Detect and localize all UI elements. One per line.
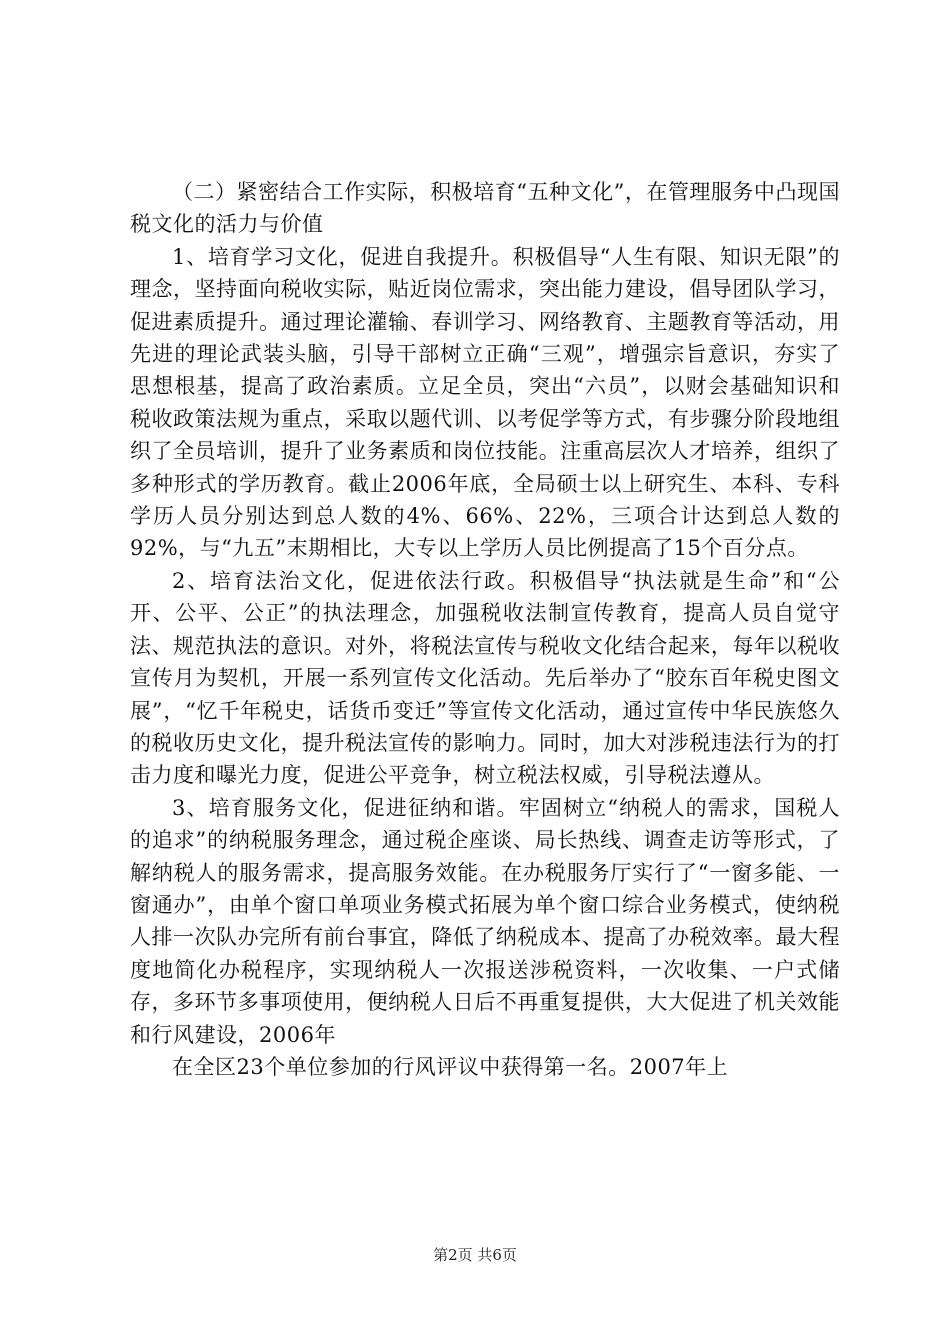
document-body [130, 176, 840, 1083]
page-number-footer: 第2页 共6页 [433, 1246, 517, 1264]
paragraph-rule-of-law-culture: 2、培育法治文化，促进依法行政。积极倡导“执法就是生命”和“公开、公平、公正”的执法理念，加强税收法制宣传教育，提高人员自觉守法、规范执法的意识。对外，将税法宣传与税收文化结合起来，每年以税收宣传月为契机，开展一系列宣传文化活动。先后举办了“胶东百年税史图文展”，“忆千年税史，话货币变迁”等宣传文化活动，通过宣传中华民族悠久的税收历史文化，提升税法宣传的影响力。同时，加大对涉税违法行为的打击力度和曝光力度，促进公平竞争，树立税法权威，引导税法遵从。 [130, 568, 840, 788]
paragraph-learning-culture: 1、培育学习文化，促进自我提升。积极倡导“人生有限、知识无限”的理念，坚持面向税收实际，贴近岗位需求，突出能力建设，倡导团队学习，促进素质提升。通过理论灌输、春训学习、网络教育、主题教育等活动，用先进的理论武装头脑，引导干部树立正确“三观”，增强宗旨意识，夯实了思想根基，提高了政治素质。立足全员，突出“六员”，以财会基础知识和税收政策法规为重点，采取以题代训、以考促学等方式，有步骤分阶段地组织了全员培训，提升了业务素质和岗位技能。注重高层次人才培养，组织了多种形式的学历教育。截止2006年底，全局硕士以上研究生、本科、专科学历人员分别达到总人数的4%、66%、22%，三项合计达到总人数的92%，与“九五”末期相比，大专以上学历人员比例提高了15个百分点。 [130, 244, 840, 561]
paragraph-continuation: 在全区23个单位参加的行风评议中获得第一名。2007年上 [172, 1054, 729, 1079]
section-heading: （二）紧密结合工作实际，积极培育“五种文化”，在管理服务中凸现国税文化的活力与价值 [130, 180, 840, 237]
paragraph-service-culture: 3、培育服务文化，促进征纳和谐。牢固树立“纳税人的需求，国税人的追求”的纳税服务理念，通过税企座谈、局长热线、调查走访等形式，了解纳税人的服务需求，提高服务效能。在办税服务厅实行了“一窗多能、一窗通办”，由单个窗口单项业务模式拓展为单个窗口综合业务模式，使纳税人排一次队办完所有前台事宜，降低了纳税成本、提高了办税效率。最大程度地简化办税程序，实现纳税人一次报送涉税资料，一次收集、一户式储存，多环节多事项使用，便纳税人日后不再重复提供，大大促进了机关效能和行风建设，2006年 [130, 795, 840, 1047]
